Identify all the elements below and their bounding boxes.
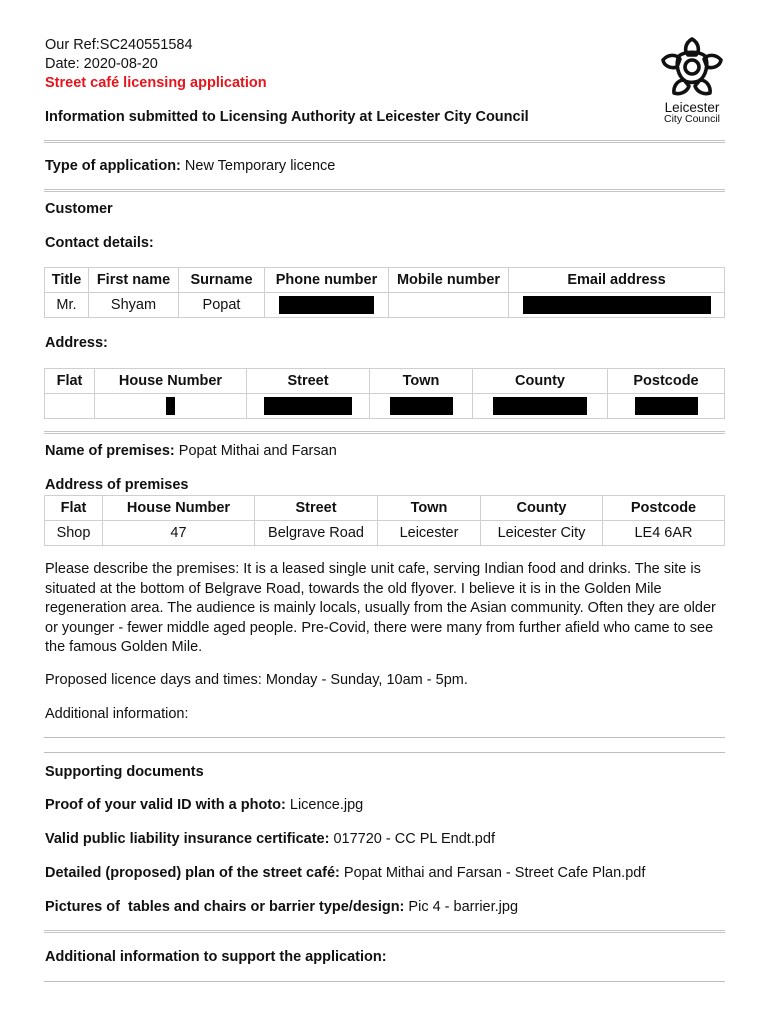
- premises-name-value: Popat Mithai and Farsan: [178, 443, 337, 459]
- application-date: Date: 2020-08-20: [45, 56, 158, 72]
- column-header: Postcode: [608, 369, 725, 394]
- premises-address-heading: Address of premises: [45, 477, 189, 493]
- column-header: Flat: [45, 369, 95, 394]
- insurance-document-label: Valid public liability insurance certificate:: [45, 831, 330, 847]
- column-header: Phone number: [265, 268, 389, 293]
- column-header: Town: [378, 496, 481, 521]
- premises-description: Please describe the premises: It is a leased single unit cafe, serving Indian food and drinks. The site is situated at the bottom of Belgrave Road, towards the old flyover. I believe it is in the Golden Mile regeneration area. The audience is mainly locals, usually from the Asian community. Often they are older or younger - fewer middle aged people. Pre-Covid, there were many from further afield who came to see the famous Golden Mile.: [45, 561, 716, 656]
- pictures-document-label: Pictures of tables and chairs or barrier type/design:: [45, 899, 405, 915]
- insurance-document-file: 017720 - CC PL Endt.pdf: [333, 831, 495, 847]
- reference-number: Our Ref:SC240551584: [45, 37, 193, 53]
- contact-phone: [265, 293, 389, 318]
- divider: [44, 189, 725, 195]
- application-type-label: Type of application:: [45, 158, 181, 174]
- address-town: [370, 394, 473, 419]
- pictures-document-file: Pic 4 - barrier.jpg: [408, 899, 519, 915]
- redaction-box: [390, 397, 453, 415]
- id-document: [45, 797, 363, 813]
- logo-subname: City Council: [663, 113, 721, 125]
- plan-document-file: Popat Mithai and Farsan - Street Cafe Plan.pdf: [343, 865, 646, 881]
- customer-heading: Customer: [45, 201, 113, 217]
- additional-information: Additional information:: [45, 706, 189, 722]
- insurance-document: [45, 831, 495, 847]
- address-street: [247, 394, 370, 419]
- contact-mobile: [389, 293, 509, 318]
- redaction-box: [493, 397, 587, 415]
- contact-title: Mr.: [45, 293, 89, 318]
- column-header: House Number: [95, 369, 247, 394]
- table-header-row: [45, 496, 725, 521]
- premises-postcode: LE4 6AR: [603, 521, 725, 546]
- document-subtitle: Information submitted to Licensing Authority at Leicester City Council: [45, 109, 529, 125]
- column-header: Street: [247, 369, 370, 394]
- premises-street: Belgrave Road: [255, 521, 378, 546]
- redaction-box: [264, 397, 352, 415]
- premises-house-number: 47: [103, 521, 255, 546]
- id-document-file: Licence.jpg: [289, 797, 364, 813]
- premises-address-table: [44, 495, 725, 546]
- plan-document: [45, 865, 645, 881]
- licence-hours: Proposed licence days and times: Monday - Sunday, 10am - 5pm.: [45, 672, 468, 688]
- divider: [44, 737, 725, 738]
- contact-table: [44, 267, 725, 318]
- contact-surname: Popat: [179, 293, 265, 318]
- divider: [44, 140, 725, 146]
- premises-county: Leicester City: [481, 521, 603, 546]
- contact-details-heading: Contact details:: [45, 235, 154, 251]
- contact-first-name: Shyam: [89, 293, 179, 318]
- divider: [44, 752, 725, 753]
- column-header: Mobile number: [389, 268, 509, 293]
- table-row: [45, 394, 725, 419]
- column-header: County: [473, 369, 608, 394]
- customer-address-heading: Address:: [45, 335, 108, 351]
- pictures-document: [45, 899, 518, 915]
- redaction-box: [523, 296, 711, 314]
- contact-email: [509, 293, 725, 318]
- supporting-documents-heading: Supporting documents: [45, 764, 204, 780]
- premises-name-label: Name of premises:: [45, 443, 175, 459]
- application-type: [45, 158, 335, 174]
- address-flat: [45, 394, 95, 419]
- additional-support-heading: Additional information to support the application:: [45, 949, 387, 965]
- premises-name: [45, 443, 337, 459]
- table-row: [45, 293, 725, 318]
- column-header: Street: [255, 496, 378, 521]
- id-document-label: Proof of your valid ID with a photo:: [45, 797, 286, 813]
- redaction-box: [279, 296, 374, 314]
- divider: [44, 930, 725, 936]
- redaction-box: [635, 397, 698, 415]
- document-title: Street café licensing application: [45, 75, 267, 91]
- address-house-number: [95, 394, 247, 419]
- customer-address-table: [44, 368, 725, 419]
- column-header: First name: [89, 268, 179, 293]
- logo-name: Leicester: [664, 100, 720, 115]
- plan-document-label: Detailed (proposed) plan of the street café:: [45, 865, 340, 881]
- redaction-box: [166, 397, 175, 415]
- table-row: [45, 521, 725, 546]
- column-header: County: [481, 496, 603, 521]
- application-type-value: New Temporary licence: [184, 158, 336, 174]
- premises-flat: Shop: [45, 521, 103, 546]
- tudor-rose-icon: [659, 35, 725, 97]
- table-header-row: [45, 369, 725, 394]
- column-header: Flat: [45, 496, 103, 521]
- premises-town: Leicester: [378, 521, 481, 546]
- table-header-row: [45, 268, 725, 293]
- divider: [44, 431, 725, 437]
- address-postcode: [608, 394, 725, 419]
- column-header: Postcode: [603, 496, 725, 521]
- address-county: [473, 394, 608, 419]
- divider: [44, 981, 725, 982]
- column-header: Title: [45, 268, 89, 293]
- column-header: Surname: [179, 268, 265, 293]
- column-header: Email address: [509, 268, 725, 293]
- column-header: House Number: [103, 496, 255, 521]
- council-logo: [652, 35, 732, 125]
- column-header: Town: [370, 369, 473, 394]
